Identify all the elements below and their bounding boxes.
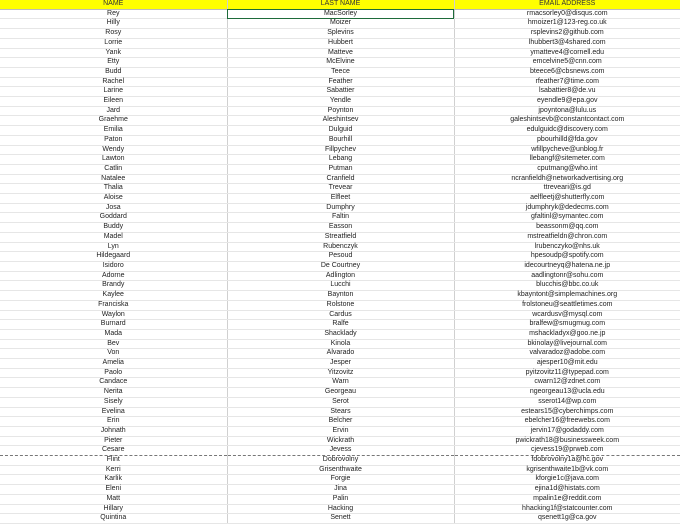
table-row [0, 407, 680, 417]
cell-last-name[interactable]: Fillpychev [227, 145, 454, 155]
cell-first-name[interactable]: Kaylee [0, 291, 227, 301]
cell-first-name[interactable]: Graehme [0, 116, 227, 126]
cell-last-name[interactable]: MacSorley [227, 9, 454, 19]
cell-email[interactable]: rsplevins2@github.com [454, 29, 680, 39]
cell-email[interactable]: rfeather7@time.com [454, 77, 680, 87]
cell-last-name[interactable]: Palin [227, 494, 454, 504]
table-row [0, 106, 680, 116]
cell-first-name[interactable]: Erin [0, 417, 227, 427]
cell-last-name[interactable]: Dumphry [227, 203, 454, 213]
table-row [0, 261, 680, 271]
table-row [0, 184, 680, 194]
cell-email[interactable]: hpesoudp@spotify.com [454, 252, 680, 262]
cell-first-name[interactable]: Waylon [0, 310, 227, 320]
cell-first-name[interactable]: Etty [0, 58, 227, 68]
cell-first-name[interactable]: Hilly [0, 19, 227, 29]
table-row [0, 465, 680, 475]
cell-email[interactable]: eyendle9@epa.gov [454, 97, 680, 107]
table-row [0, 9, 680, 19]
table-row [0, 397, 680, 407]
table-row [0, 164, 680, 174]
table-row [0, 48, 680, 58]
cell-last-name[interactable]: De Courtney [227, 261, 454, 271]
table-row [0, 494, 680, 504]
cell-email[interactable]: kbayntont@simplemachines.org [454, 291, 680, 301]
table-row [0, 378, 680, 388]
cell-first-name[interactable]: Franciska [0, 300, 227, 310]
cell-last-name[interactable]: Pesoud [227, 252, 454, 262]
cell-last-name[interactable]: Easson [227, 223, 454, 233]
cell-first-name[interactable]: Aloise [0, 194, 227, 204]
cell-last-name[interactable]: Aleshintsev [227, 116, 454, 126]
cell-last-name[interactable]: Georgeau [227, 388, 454, 398]
cell-first-name[interactable]: Mada [0, 329, 227, 339]
header-last-name[interactable]: LAST NAME [227, 0, 454, 9]
cell-first-name[interactable]: Eileen [0, 97, 227, 107]
cell-last-name[interactable]: Poynton [227, 106, 454, 116]
cell-first-name[interactable]: Cesare [0, 446, 227, 456]
cell-last-name[interactable]: Adlington [227, 271, 454, 281]
table-row [0, 203, 680, 213]
table-row [0, 271, 680, 281]
cell-first-name[interactable]: Isidoro [0, 261, 227, 271]
table-row [0, 456, 680, 466]
cell-email[interactable]: jpoyntona@lulu.us [454, 106, 680, 116]
cell-last-name[interactable]: Alvarado [227, 349, 454, 359]
cell-first-name[interactable]: Lawton [0, 155, 227, 165]
table-row [0, 436, 680, 446]
table-row [0, 194, 680, 204]
cell-last-name[interactable]: Warn [227, 378, 454, 388]
cell-last-name[interactable]: Ralfe [227, 320, 454, 330]
cell-last-name[interactable]: Splevins [227, 29, 454, 39]
cell-email[interactable]: sserot14@wp.com [454, 397, 680, 407]
cell-last-name[interactable]: Moizer [227, 19, 454, 29]
cell-first-name[interactable]: Flint [0, 456, 227, 466]
cell-first-name[interactable]: Burnard [0, 320, 227, 330]
cell-first-name[interactable]: Madel [0, 232, 227, 242]
table-row [0, 446, 680, 456]
cell-first-name[interactable]: Josa [0, 203, 227, 213]
cell-last-name[interactable]: Stears [227, 407, 454, 417]
cell-last-name[interactable]: Grisenthwaite [227, 465, 454, 475]
cell-first-name[interactable]: Buddy [0, 223, 227, 233]
cell-email[interactable]: jdumphryk@dedecms.com [454, 203, 680, 213]
cell-last-name[interactable]: Jina [227, 485, 454, 495]
cell-last-name[interactable]: Jesper [227, 359, 454, 369]
cell-first-name[interactable]: Goddard [0, 213, 227, 223]
cell-email[interactable]: edulguidc@discovery.com [454, 126, 680, 136]
cell-email[interactable]: gfaltinl@symantec.com [454, 213, 680, 223]
table-row [0, 97, 680, 107]
cell-email[interactable]: ttreveari@is.gd [454, 184, 680, 194]
table-row [0, 145, 680, 155]
cell-email[interactable]: lrubenczyko@nhs.uk [454, 242, 680, 252]
cell-email[interactable]: frolstoneu@seattletimes.com [454, 300, 680, 310]
cell-first-name[interactable]: Sisely [0, 397, 227, 407]
table-row [0, 155, 680, 165]
cell-email[interactable]: ajesper10@mit.edu [454, 359, 680, 369]
cell-last-name[interactable]: Feather [227, 77, 454, 87]
cell-email[interactable]: aelfleetj@shutterfly.com [454, 194, 680, 204]
cell-email[interactable]: mshackladyx@goo.ne.jp [454, 329, 680, 339]
cell-email[interactable]: bralfew@smugmug.com [454, 320, 680, 330]
cell-first-name[interactable]: Evelina [0, 407, 227, 417]
cell-first-name[interactable]: Hillary [0, 504, 227, 514]
cell-first-name[interactable]: Brandy [0, 281, 227, 291]
cell-first-name[interactable]: Wendy [0, 145, 227, 155]
table-row [0, 349, 680, 359]
table-row [0, 329, 680, 339]
cell-first-name[interactable]: Lyn [0, 242, 227, 252]
cell-first-name[interactable]: Catlin [0, 164, 227, 174]
cell-email[interactable]: wcardusv@mysql.com [454, 310, 680, 320]
cell-email[interactable]: llebangf@sitemeter.com [454, 155, 680, 165]
header-row [0, 0, 680, 9]
cell-first-name[interactable]: Amelia [0, 359, 227, 369]
cell-first-name[interactable]: Jard [0, 106, 227, 116]
table-row [0, 38, 680, 48]
cell-email[interactable]: mstreatfieldn@chron.com [454, 232, 680, 242]
table-row [0, 310, 680, 320]
table-row [0, 475, 680, 485]
cell-first-name[interactable]: Kerri [0, 465, 227, 475]
cell-email[interactable]: cjevess19@prweb.com [454, 446, 680, 456]
cell-email[interactable]: jervin17@godaddy.com [454, 426, 680, 436]
cell-last-name[interactable]: Cranfield [227, 174, 454, 184]
cell-last-name[interactable]: Lucchi [227, 281, 454, 291]
cell-email[interactable]: kgrisenthwaite1b@vk.com [454, 465, 680, 475]
cell-email[interactable]: bteece6@cbsnews.com [454, 67, 680, 77]
cell-last-name[interactable]: Wickrath [227, 436, 454, 446]
cell-email[interactable]: hmoizer1@123-reg.co.uk [454, 19, 680, 29]
cell-email[interactable]: fdobrovolny1a@hc.gov [454, 456, 680, 466]
table-row [0, 504, 680, 514]
cell-first-name[interactable]: Hildegaard [0, 252, 227, 262]
cell-last-name[interactable]: Elfleet [227, 194, 454, 204]
cell-first-name[interactable]: Johnath [0, 426, 227, 436]
cell-first-name[interactable]: Nerita [0, 388, 227, 398]
cell-email[interactable]: ymatteve4@cornell.edu [454, 48, 680, 58]
cell-email[interactable]: valvaradoz@adobe.com [454, 349, 680, 359]
table-row [0, 213, 680, 223]
cell-last-name[interactable]: Serot [227, 397, 454, 407]
cell-first-name[interactable]: Rachel [0, 77, 227, 87]
table-row [0, 67, 680, 77]
cell-email[interactable]: wfillpycheve@unblog.fr [454, 145, 680, 155]
table-row [0, 126, 680, 136]
table-row [0, 339, 680, 349]
table-row [0, 417, 680, 427]
cell-last-name[interactable]: Belcher [227, 417, 454, 427]
table-row [0, 368, 680, 378]
cell-last-name[interactable]: Shacklady [227, 329, 454, 339]
cell-first-name[interactable]: Paolo [0, 368, 227, 378]
cell-last-name[interactable]: Kinola [227, 339, 454, 349]
header-name[interactable]: NAME [0, 0, 227, 9]
cell-first-name[interactable]: Emilia [0, 126, 227, 136]
cell-first-name[interactable]: Von [0, 349, 227, 359]
cell-first-name[interactable]: Bev [0, 339, 227, 349]
cell-email[interactable]: idecourtneyq@hatena.ne.jp [454, 261, 680, 271]
cell-last-name[interactable]: Teece [227, 67, 454, 77]
cell-email[interactable]: qsenett1g@ca.gov [454, 514, 680, 524]
cell-last-name[interactable]: Lebang [227, 155, 454, 165]
cell-email[interactable]: aadlingtonr@sohu.com [454, 271, 680, 281]
cell-email[interactable]: beassonm@qq.com [454, 223, 680, 233]
table-row [0, 232, 680, 242]
cell-first-name[interactable]: Budd [0, 67, 227, 77]
cell-first-name[interactable]: Pieter [0, 436, 227, 446]
table-row [0, 281, 680, 291]
cell-email[interactable]: pwickrath18@businessweek.com [454, 436, 680, 446]
table-row [0, 300, 680, 310]
table-row [0, 174, 680, 184]
cell-email[interactable]: mpalin1e@reddit.com [454, 494, 680, 504]
table-row [0, 87, 680, 97]
cell-email[interactable]: galeshintsevb@constantcontact.com [454, 116, 680, 126]
cell-first-name[interactable]: Quintina [0, 514, 227, 524]
cell-last-name[interactable]: Yitzovitz [227, 368, 454, 378]
table-row [0, 252, 680, 262]
cell-first-name[interactable]: Adorne [0, 271, 227, 281]
table-row [0, 426, 680, 436]
table-row [0, 320, 680, 330]
cell-last-name[interactable]: Rolstone [227, 300, 454, 310]
cell-first-name[interactable]: Lorrie [0, 38, 227, 48]
cell-first-name[interactable]: Thalia [0, 184, 227, 194]
cell-last-name[interactable]: Matteve [227, 48, 454, 58]
table-row [0, 58, 680, 68]
table-row [0, 29, 680, 39]
table-row [0, 135, 680, 145]
cell-last-name[interactable]: Putman [227, 164, 454, 174]
cell-first-name[interactable]: Karlik [0, 475, 227, 485]
cell-first-name[interactable]: Rey [0, 9, 227, 19]
table-row [0, 291, 680, 301]
cell-last-name[interactable]: Baynton [227, 291, 454, 301]
cell-email[interactable]: pbourhilld@fda.gov [454, 135, 680, 145]
cell-last-name[interactable]: Hubbert [227, 38, 454, 48]
cell-first-name[interactable]: Paton [0, 135, 227, 145]
cell-last-name[interactable]: Dulguid [227, 126, 454, 136]
cell-email[interactable]: pyitzovitz11@typepad.com [454, 368, 680, 378]
cell-last-name[interactable]: Forgie [227, 475, 454, 485]
cell-last-name[interactable]: Faltin [227, 213, 454, 223]
cell-first-name[interactable]: Natalee [0, 174, 227, 184]
cell-email[interactable]: lsabattier8@de.vu [454, 87, 680, 97]
table-row [0, 388, 680, 398]
cell-last-name[interactable]: Ervin [227, 426, 454, 436]
cell-last-name[interactable]: Senett [227, 514, 454, 524]
cell-first-name[interactable]: Larine [0, 87, 227, 97]
cell-email[interactable]: cwarn12@zdnet.com [454, 378, 680, 388]
cell-email[interactable]: lhubbert3@4shared.com [454, 38, 680, 48]
cell-last-name[interactable]: Streatfield [227, 232, 454, 242]
cell-last-name[interactable]: McElvine [227, 58, 454, 68]
cell-email[interactable]: estears15@cyberchimps.com [454, 407, 680, 417]
cell-last-name[interactable]: Jevess [227, 446, 454, 456]
table-row [0, 77, 680, 87]
table-row [0, 514, 680, 524]
cell-email[interactable]: blucchis@bbc.co.uk [454, 281, 680, 291]
table-row [0, 485, 680, 495]
table-row [0, 19, 680, 29]
table-row [0, 116, 680, 126]
cell-first-name[interactable]: Matt [0, 494, 227, 504]
table-row [0, 242, 680, 252]
header-email[interactable]: EMAIL ADDRESS [454, 0, 680, 9]
cell-email[interactable]: kforgie1c@java.com [454, 475, 680, 485]
cell-email[interactable]: bkinolay@livejournal.com [454, 339, 680, 349]
cell-last-name[interactable]: Cardus [227, 310, 454, 320]
cell-last-name[interactable]: Yendle [227, 97, 454, 107]
cell-first-name[interactable]: Candace [0, 378, 227, 388]
cell-email[interactable]: ebelcher16@freewebs.com [454, 417, 680, 427]
table-row [0, 359, 680, 369]
cell-last-name[interactable]: Rubenczyk [227, 242, 454, 252]
cell-last-name[interactable]: Dobrovolny [227, 456, 454, 466]
cell-last-name[interactable]: Hacking [227, 504, 454, 514]
cell-last-name[interactable]: Trevear [227, 184, 454, 194]
cell-last-name[interactable]: Sabattier [227, 87, 454, 97]
cell-email[interactable]: emcelvine5@cnn.com [454, 58, 680, 68]
cell-email[interactable]: ejina1d@histats.com [454, 485, 680, 495]
cell-email[interactable]: rmacsorley0@disqus.com [454, 9, 680, 19]
cell-first-name[interactable]: Rosy [0, 29, 227, 39]
cell-first-name[interactable]: Eleni [0, 485, 227, 495]
cell-email[interactable]: hhacking1f@statcounter.com [454, 504, 680, 514]
cell-first-name[interactable]: Yank [0, 48, 227, 58]
cell-last-name[interactable]: Bourhill [227, 135, 454, 145]
cell-email[interactable]: ncranfieldh@networkadvertising.org [454, 174, 680, 184]
cell-email[interactable]: ngeorgeau13@ucla.edu [454, 388, 680, 398]
cell-email[interactable]: cputmang@who.int [454, 164, 680, 174]
table-row [0, 223, 680, 233]
